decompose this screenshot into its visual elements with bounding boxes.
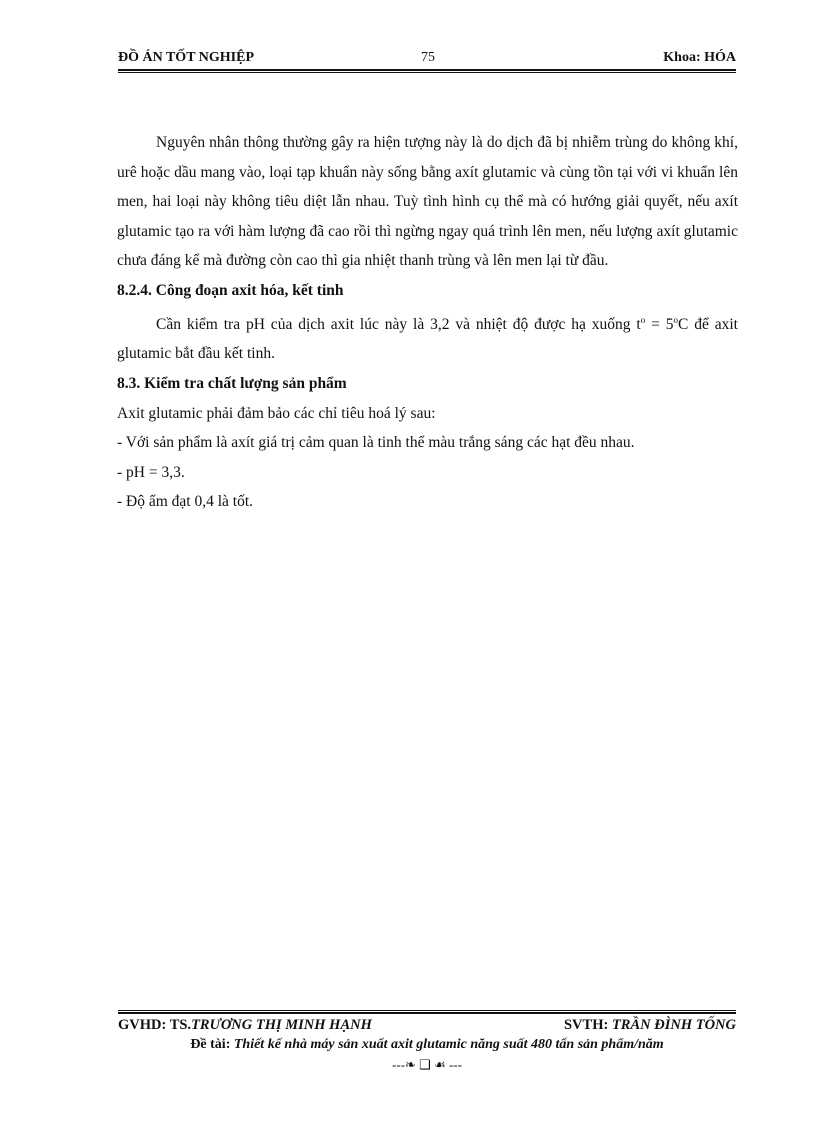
page-content — [117, 128, 738, 517]
paragraph-acidification — [117, 306, 738, 369]
header-rule-thick — [118, 69, 736, 71]
footer-topic — [118, 1037, 736, 1053]
temp-superscript: o — [640, 314, 646, 325]
gvhd-name: TRƯƠNG THỊ MINH HẠNH — [191, 1017, 372, 1033]
section-heading-8-3: 8.3. Kiểm tra chất lượng sản phẩm — [117, 374, 347, 392]
topic-label: Đề tài: — [190, 1037, 234, 1052]
footer-gvhd — [118, 1017, 372, 1034]
header-rule-thin — [118, 72, 736, 73]
footer-svth — [564, 1017, 736, 1034]
page-header — [118, 48, 736, 70]
degree-superscript: o — [673, 314, 678, 325]
svth-name: TRẦN ĐÌNH TỐNG — [611, 1017, 736, 1033]
page-number: 75 — [421, 50, 435, 65]
list-intro: Axit glutamic phải đảm bảo các chỉ tiêu hoá lý sau: — [117, 404, 436, 422]
footer-ornament: ---❧ ❑ ☙ --- — [392, 1057, 462, 1072]
paragraph-contamination: Nguyên nhân thông thường gây ra hiện tượng này là do dịch đã bị nhiễm trùng do không khí, urê hoặc dầu mang vào, loại tạp khuẩn này sống bằng axít glutamic và cùng tồn tại với vi khuẩn lên men, hai loại này không tiêu diệt lẫn nhau. Tuỳ tình hình cụ thể mà có hướng giải quyết, nếu axít glutamic tạo ra với hàm lượng đã cao rồi thì ngừng ngay quá trình lên men, nếu lượng axít glutamic chưa đáng kể mà đường còn cao thì gia nhiệt thanh trùng và lên men lại từ đầu. — [117, 134, 738, 270]
header-department: Khoa: HÓA — [663, 50, 736, 65]
paragraph-acidification-part3: C để axit glutamic bắt đầu kết tinh. — [117, 315, 738, 363]
footer-supervisors — [118, 1017, 736, 1037]
footer-rule-thick — [118, 1012, 736, 1014]
svth-label: SVTH: — [563, 1017, 612, 1033]
list-item: - Với sản phẩm là axít giá trị cảm quan là tinh thể màu trắng sáng các hạt đều nhau. — [117, 434, 635, 452]
header-title: ĐỒ ÁN TỐT NGHIỆP — [118, 50, 255, 65]
list-item: - Độ ẩm đạt 0,4 là tốt. — [117, 493, 254, 511]
paragraph-acidification-part1: Cần kiểm tra pH của dịch axit lúc này là 3,2 và nhiệt độ được hạ xuống t — [156, 315, 641, 333]
paragraph-acidification-part2: = 5 — [645, 315, 674, 333]
gvhd-label: GVHD: TS. — [118, 1017, 192, 1033]
footer-rule-thin — [118, 1010, 736, 1011]
list-item: - pH = 3,3. — [117, 463, 185, 481]
section-heading-8-2-4: 8.2.4. Công đoạn axit hóa, kết tinh — [117, 281, 344, 299]
topic-text: Thiết kế nhà máy sản xuất axit glutamic năng suất 480 tấn sản phẩm/năm — [233, 1037, 664, 1052]
